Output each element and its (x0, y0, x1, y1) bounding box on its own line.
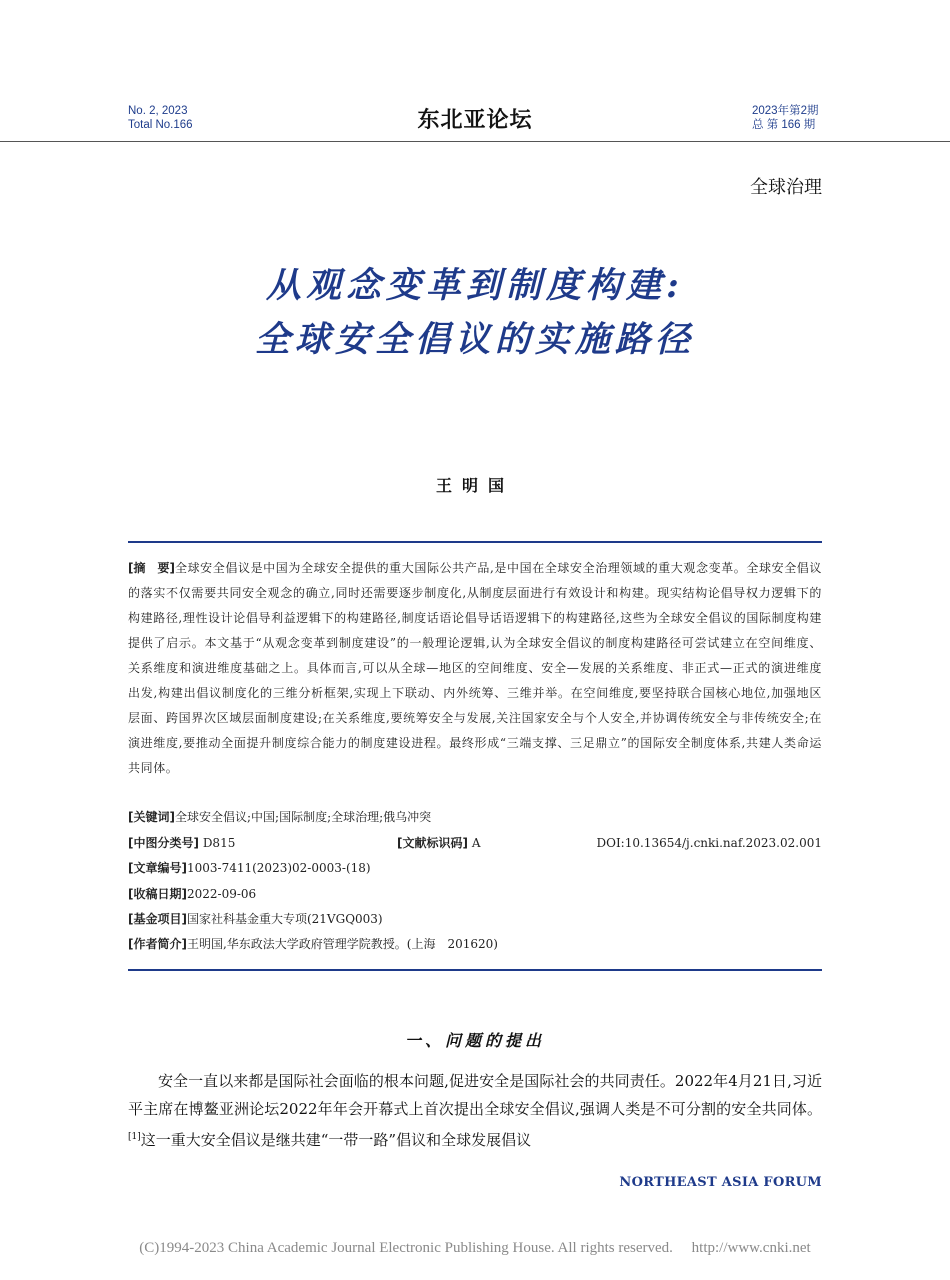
body-text-part-2: 这一重大安全倡议是继共建“一带一路”倡议和全球发展倡议 (140, 1131, 532, 1149)
classification-label: [中图分类号] (128, 836, 199, 850)
abstract-text: 全球安全倡议是中国为全球安全提供的重大国际公共产品,是中国在全球安全治理领域的重大观念变革。全球安全倡议的落实不仅需要共同安全观念的确立,同时还需要逐步制度化,从制度层面进行有效设计和构建。现实结构论倡导权力逻辑下的构建路径,理性设计论倡导利益逻辑下的构建路径,制度话语论倡导话语逻辑下的构建路径,这些为全球安全倡议的国际制度构建提供了启示。本文基于“从观念变革到制度建设”的一般理论逻辑,认为全球安全倡议的制度构建路径可尝试建立在空间维度、关系维度和演进维度基础之上。具体而言,可以从全球—地区的空间维度、安全—发展的关系维度、非正式—正式的演进维度出发,构建出倡议制度化的三维分析框架,实现上下联动、内外统筹、三维并举。在空间维度,要坚持联合国核心地位,加强地区层面、跨国界次区域层面制度建设;在关系维度,要统筹安全与发展,关注国家安全与个人安全,并协调传统安全与非传统安全;在演进维度,要推动全面提升制度综合能力的制度建设进程。最终形成“三端支撑、三足鼎立”的国际安全制度体系,共建人类命运共同体。 (128, 561, 823, 775)
reference-marker[interactable]: [1] (128, 1132, 141, 1142)
received-date-row (128, 886, 822, 902)
body-text-part-1: 安全一直以来都是国际社会面临的根本问题,促进安全是国际社会的共同责任。2022年4月21日,习近平主席在博鳌亚洲论坛2022年年会开幕式上首次提出全球安全倡议,强调人类是不可分割的安全共同体。 (128, 1072, 822, 1118)
total-number-cn: 总 第 166 期 (752, 119, 816, 131)
header-rule (0, 141, 950, 142)
received-date-label: [收稿日期] (128, 887, 187, 901)
body-paragraph (128, 1067, 822, 1154)
keywords-label: [关键词] (128, 810, 175, 824)
body-text (128, 1067, 822, 1154)
issue-number-left (128, 104, 193, 132)
abstract (128, 556, 822, 781)
journal-logo: 东北亚论坛 (417, 107, 533, 133)
abstract-top-rule (128, 541, 822, 543)
article-number-label: [文章编号] (128, 861, 187, 875)
article-title-line-2: 全球安全倡议的实施路径 (254, 319, 695, 360)
received-date-value: 2022-09-06 (186, 887, 257, 901)
copyright-notice: (C)1994-2023 China Academic Journal Electronic Publishing House. All rights reserved. http://www.cnki.net (139, 1240, 811, 1256)
fund-label: [基金项目] (128, 912, 187, 926)
article-title-line-1: 从观念变革到制度构建: (266, 265, 684, 306)
section-label: 全球治理 (750, 177, 822, 198)
issue-number-cn: 2023年第2期 (752, 105, 819, 117)
author-name: 王明国 (435, 476, 514, 495)
author-bio-value: 王明国,华东政法大学政府管理学院教授。(上海 201620) (186, 937, 498, 951)
keywords-value: 全球安全倡议;中国;国际制度;全球治理;俄乌冲突 (174, 810, 432, 824)
fund-row (128, 911, 822, 927)
fund-value: 国家社科基金重大专项(21VGQ003) (186, 912, 383, 926)
abstract-bottom-rule (128, 969, 822, 971)
doc-code-label: [文献标识码] (397, 836, 468, 850)
total-number: Total No.166 (128, 119, 193, 131)
doi: DOI:10.13654/j.cnki.naf.2023.02.001 (596, 836, 822, 850)
issue-number-right (752, 104, 818, 132)
keywords-row (128, 809, 822, 825)
doc-code (397, 835, 480, 851)
doc-code-value: A (471, 836, 481, 850)
footer-journal-name: NORTHEAST ASIA FORUM (619, 1175, 822, 1190)
article-number-value: 1003-7411(2023)02-0003-(18) (186, 861, 371, 875)
article-number-row (128, 860, 822, 876)
classification-value: D815 (202, 836, 236, 850)
issue-number: No. 2, 2023 (128, 105, 188, 117)
author-bio-label: [作者简介] (128, 937, 187, 951)
section-heading: 一、问题的提出 (404, 1031, 545, 1050)
abstract-label: [摘 要] (128, 561, 175, 575)
author-bio-row (128, 936, 822, 952)
